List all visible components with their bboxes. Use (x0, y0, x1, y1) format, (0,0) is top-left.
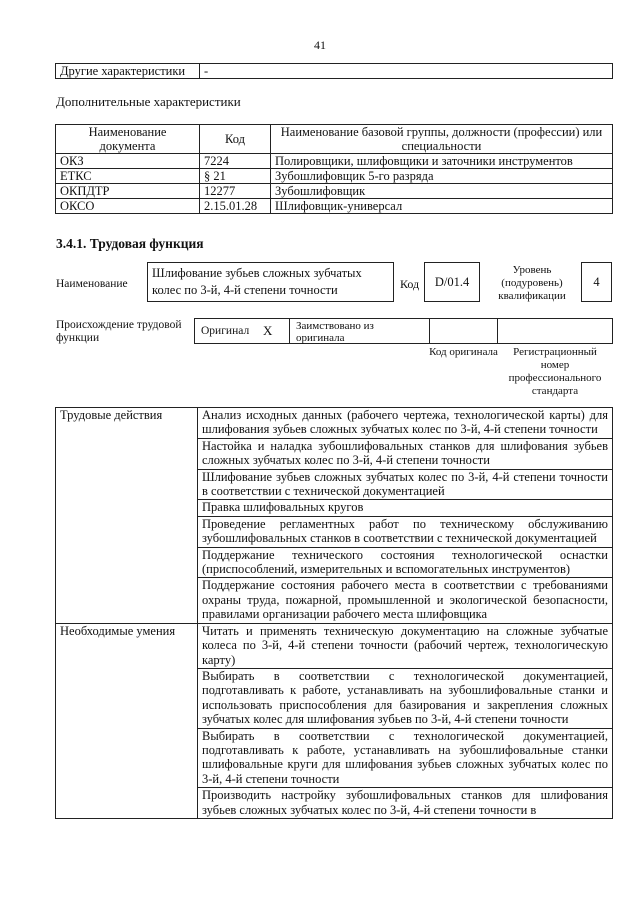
table-row (56, 199, 613, 214)
table-cell: ЕТКС (56, 169, 200, 184)
table-cell: 12277 (200, 184, 271, 199)
list-item: Читать и применять техническую документацию на сложные зубчатые колеса по 3-й, 4-й степени точности (рабочий чертеж, технологическую карту) (198, 623, 613, 668)
table-cell: Полировщики, шлифовщики и заточники инструментов (271, 154, 613, 169)
list-item: Поддержание технического состояния технологической оснастки (приспособлений, измерительных и вспомогательных инструментов) (198, 547, 613, 578)
table-header-row (56, 125, 613, 154)
table-cell: Шлифовщик-универсал (271, 199, 613, 214)
origin-original-cell (194, 318, 290, 344)
function-code-label: Код (400, 277, 420, 291)
table-row (56, 623, 613, 668)
origin-code-caption: Код оригинала (429, 346, 498, 358)
list-item: Шлифование зубьев сложных зубчатых колес по 3-й, 4-й степени точности в соответствии с технической документацией (198, 469, 613, 500)
table-cell: ОКЗ (56, 154, 200, 169)
table-cell: 7224 (200, 154, 271, 169)
table-row (56, 154, 613, 169)
column-header: Наименование базовой группы, должности (профессии) или специальности (271, 125, 613, 154)
origin-borrowed-label: Заимствовано из оригинала (296, 320, 374, 344)
origin-code-cell (429, 318, 498, 344)
qualification-level-label: Уровень (подуровень) квалификации (498, 264, 566, 302)
column-header: Код (200, 125, 271, 154)
table-cell: § 21 (200, 169, 271, 184)
function-heading: 3.4.1. Трудовая функция (56, 236, 204, 251)
table-cell: Зубошлифовщик (271, 184, 613, 199)
function-name-value: Шлифование зубьев сложных зубчатых колес по 3-й, 4-й степени точности (147, 262, 394, 302)
category-cell: Необходимые умения (56, 623, 198, 818)
function-name-label: Наименование (56, 278, 128, 290)
column-header: Наименование документа (56, 125, 200, 154)
list-item: Настойка и наладка зубошлифовальных станков для шлифования зубьев сложных зубчатых колес по 3-й, 4-й степени точности (198, 438, 613, 469)
table-cell: Зубошлифовщик 5-го разряда (271, 169, 613, 184)
function-details-table (55, 407, 613, 819)
list-item: Правка шлифовальных кругов (198, 500, 613, 516)
table-cell: ОКСО (56, 199, 200, 214)
list-item: Выбирать в соответствии с технологической документацией, подготавливать к работе, устанавливать на зубошлифовальные станки и использовать приспособления для базирования и закрепления сложных зубчатых колес для шлифования зубьев по 3-й, 4-й степени точности (198, 668, 613, 728)
additional-characteristics-title: Дополнительные характеристики (56, 94, 241, 109)
other-characteristics-value: - (200, 64, 613, 79)
table-cell: 2.15.01.28 (200, 199, 271, 214)
origin-label: Происхождение трудовой функции (56, 319, 182, 344)
list-item: Производить настройку зубошлифовальных станков для шлифования зубьев сложных зубчатых колес по 3-й, 4-й степени точности в (198, 788, 613, 819)
origin-original-label: Оригинал (201, 325, 250, 337)
other-characteristics-table (55, 63, 613, 79)
origin-reg-cell (497, 318, 613, 344)
origin-original-mark: X (263, 323, 273, 338)
origin-reg-caption: Регистрационный номер профессионального стандарта (508, 346, 602, 397)
table-row (56, 184, 613, 199)
category-cell: Трудовые действия (56, 408, 198, 624)
additional-characteristics-table (55, 124, 613, 214)
list-item: Анализ исходных данных (рабочего чертежа, технологической карты) для шлифования зубьев сложных зубчатых колес по 3-й, 4-й степени точности (198, 408, 613, 439)
table-row (56, 169, 613, 184)
list-item: Поддержание состояния рабочего места в соответствии с требованиями охраны труда, пожарной, промышленной и экологической безопасности, правилами организации рабочего места шлифовщика (198, 578, 613, 623)
list-item: Проведение регламентных работ по техническому обслуживанию зубошлифовальных станков в соответствии с технической документацией (198, 516, 613, 547)
table-cell: ОКПДТР (56, 184, 200, 199)
list-item: Выбирать в соответствии с технологической документацией, подготавливать к работе, устанавливать на зубошлифовальные станки шлифовальные круги для шлифования зубьев сложных зубчатых колес по 3-й, 4-й степени точности (198, 728, 613, 788)
qualification-level-value: 4 (581, 262, 612, 302)
page-number: 41 (314, 38, 326, 52)
origin-borrowed-cell (289, 318, 430, 344)
other-characteristics-label: Другие характеристики (56, 64, 200, 79)
table-row (56, 408, 613, 439)
function-code-value: D/01.4 (424, 262, 480, 302)
